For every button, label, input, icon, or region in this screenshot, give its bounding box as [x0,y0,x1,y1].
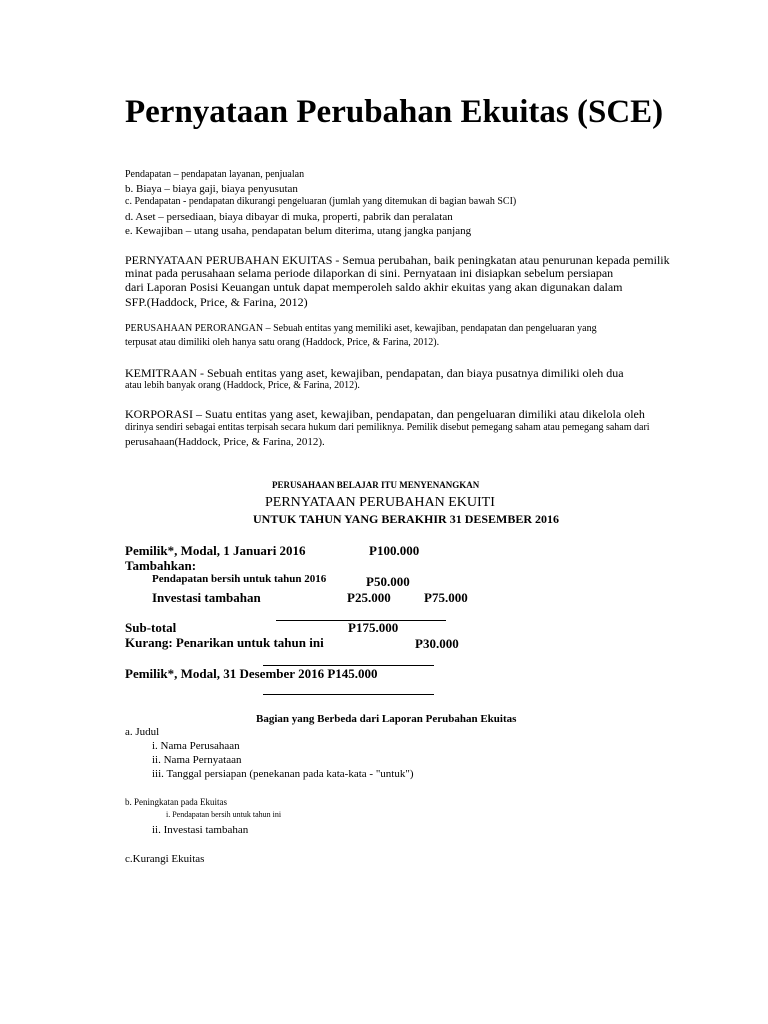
net-income-label: Pendapatan bersih untuk tahun 2016 [152,573,327,585]
parts-a-item: i. Nama Perusahaan [152,740,240,752]
sce-paragraph-line: SFP.(Haddock, Price, & Farina, 2012) [125,295,308,309]
definition-item: Pendapatan – pendapatan layanan, penjualan [125,169,305,180]
investment-label: Investasi tambahan [152,590,261,605]
parts-a-label: a. Judul [125,726,160,738]
parts-b-label: b. Peningkatan pada Ekuitas [125,797,227,807]
partnership-line: KEMITRAAN - Sebuah entitas yang aset, kewajiban, pendapatan, dan biaya pusatnya dimiliki oleh dua [125,366,624,380]
closing-capital-line: Pemilik*, Modal, 31 Desember 2016 P145.000 [125,666,378,681]
partnership-line: atau lebih banyak orang (Haddock, Price, & Farina, 2012). [125,380,360,391]
investment-value: P25.000 [347,590,391,605]
sole-prop-line: PERUSAHAAN PERORANGAN – Sebuah entitas yang memiliki aset, kewajiban, pendapatan dan pengeluaran yang [125,323,597,334]
parts-a-item: ii. Nama Pernyataan [152,754,242,766]
subtotal-label: Sub-total [125,620,177,635]
page-title: Pernyataan Perubahan Ekuitas (SCE) [125,94,664,130]
additions-total-value: P75.000 [424,590,468,605]
definition-item: c. Pendapatan - pendapatan dikurangi pengeluaran (jumlah yang ditemukan di bagian bawah SCI) [125,196,517,207]
subtotal-value: P175.000 [348,620,399,635]
withdrawal-label: Kurang: Penarikan untuk tahun ini [125,635,324,650]
sce-paragraph-line: PERNYATAAN PERUBAHAN EKUITAS - Semua perubahan, baik peningkatan atau penurunan kepada pemilik [125,253,670,267]
underline-rule [263,694,434,695]
parts-b-item: ii. Investasi tambahan [152,824,249,836]
corporation-line: dirinya sendiri sebagai entitas terpisah secara hukum dari pemiliknya. Pemilik disebut pemegang saham atau pemegang saham dari [125,422,650,433]
parts-a-item: iii. Tanggal persiapan (penekanan pada kata-kata - "untuk") [152,768,414,780]
opening-capital-value: P100.000 [369,543,420,558]
corporation-line: perusahaan(Haddock, Price, & Farina, 2012). [125,436,325,448]
parts-heading: Bagian yang Berbeda dari Laporan Perubahan Ekuitas [256,713,517,725]
sce-paragraph-line: minat pada perusahaan selama periode dilaporkan di sini. Pernyataan ini disiapkan sebelum persiapan [125,266,614,280]
withdrawal-value: P30.000 [415,636,459,651]
statement-company: PERUSAHAAN BELAJAR ITU MENYENANGKAN [272,480,480,490]
sole-prop-line: terpusat atau dimiliki oleh hanya satu orang (Haddock, Price, & Farina, 2012). [125,337,440,348]
opening-capital-label: Pemilik*, Modal, 1 Januari 2016 [125,543,306,558]
definition-item: e. Kewajiban – utang usaha, pendapatan belum diterima, utang jangka panjang [125,225,472,237]
statement-name: PERNYATAAN PERUBAHAN EKUITI [265,495,495,510]
statement-period: UNTUK TAHUN YANG BERAKHIR 31 DESEMBER 2016 [253,512,560,526]
definition-item: b. Biaya – biaya gaji, biaya penyusutan [125,183,298,195]
parts-c-label: c.Kurangi Ekuitas [125,853,205,865]
definition-item: d. Aset – persediaan, biaya dibayar di muka, properti, pabrik dan peralatan [125,211,453,223]
corporation-line: KORPORASI – Suatu entitas yang aset, kewajiban, pendapatan, dan pengeluaran dimiliki atau dikelola oleh [125,407,645,421]
net-income-value: P50.000 [366,574,410,589]
parts-b-item: i. Pendapatan bersih untuk tahun ini [166,810,282,819]
add-label: Tambahkan: [125,558,197,573]
sce-paragraph-line: dari Laporan Posisi Keuangan untuk dapat memperoleh saldo akhir ekuitas yang akan digunakan dalam [125,280,623,294]
